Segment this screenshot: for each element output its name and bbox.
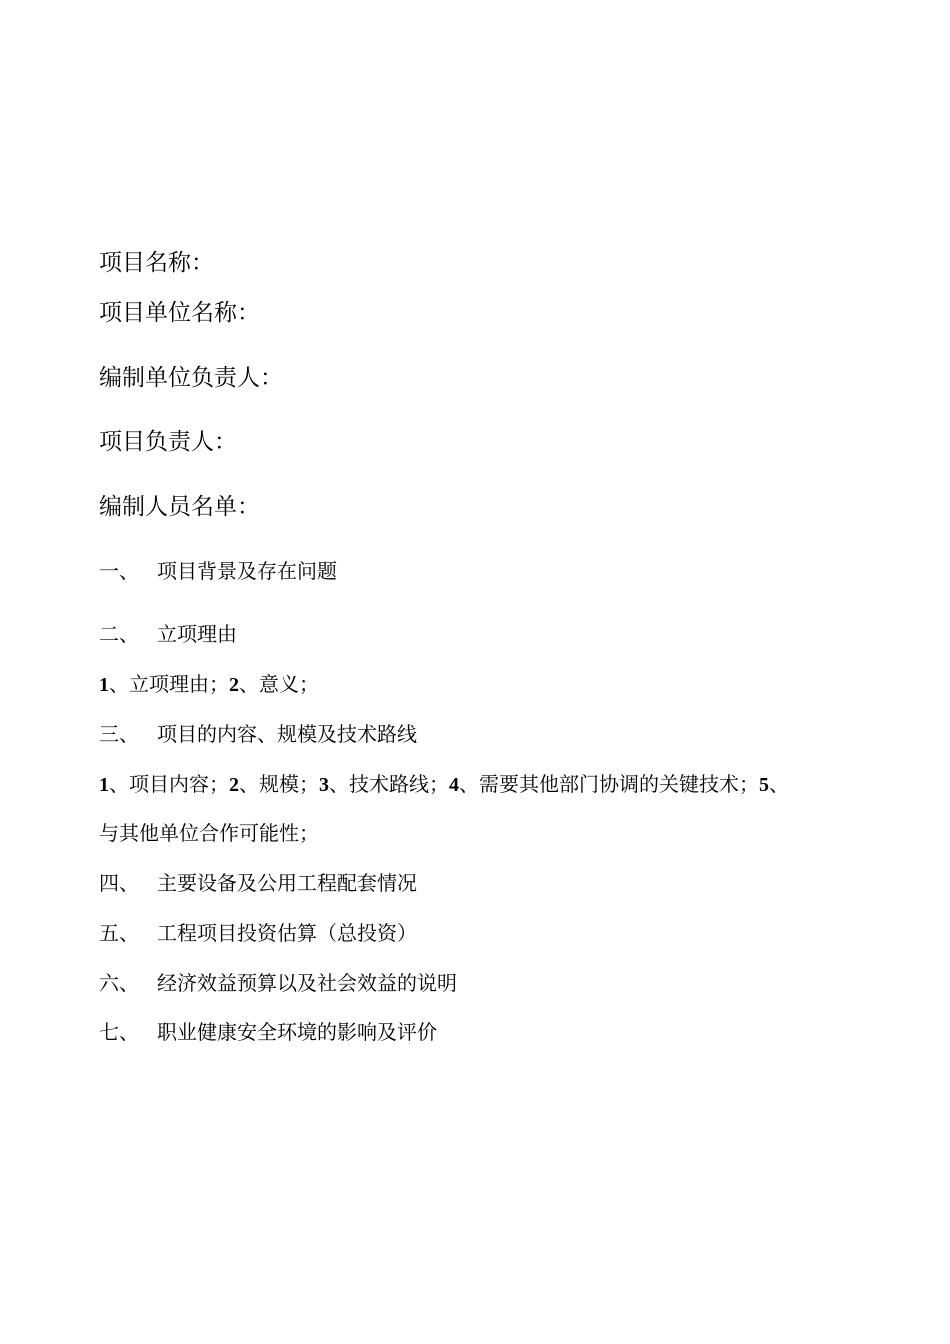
subitem-number: 3 <box>319 774 329 796</box>
section-title: 经济效益预算以及社会效益的说明 <box>157 971 457 995</box>
subitem-number: 1 <box>99 674 109 696</box>
section-7 <box>99 1018 437 1046</box>
subitem-text: 、立项理由； <box>109 672 229 696</box>
subitem-number: 4 <box>449 774 459 796</box>
section-title: 立项理由 <box>157 622 237 646</box>
section-2-subitems <box>99 670 319 699</box>
section-title: 项目背景及存在问题 <box>157 559 337 583</box>
subitem-number: 2 <box>229 674 239 696</box>
section-3-subitems-line1 <box>99 770 789 799</box>
subitem-text: 、 <box>769 772 789 796</box>
section-number: 五、 <box>99 921 139 945</box>
subitem-text: 、需要其他部门协调的关键技术； <box>459 772 759 796</box>
section-1 <box>99 557 337 585</box>
field-project-name: 项目名称： <box>99 250 214 276</box>
section-6 <box>99 969 457 997</box>
section-4 <box>99 869 417 897</box>
section-3 <box>99 720 417 748</box>
field-compile-unit-lead: 编制单位负责人： <box>99 365 283 391</box>
section-title: 项目的内容、规模及技术路线 <box>157 722 417 746</box>
field-project-unit: 项目单位名称： <box>99 300 260 326</box>
section-number: 一、 <box>99 559 139 583</box>
section-title: 主要设备及公用工程配套情况 <box>157 871 417 895</box>
subitem-text: 、意义； <box>239 672 319 696</box>
section-number: 二、 <box>99 622 139 646</box>
section-number: 六、 <box>99 971 139 995</box>
subitem-number: 1 <box>99 774 109 796</box>
section-title: 工程项目投资估算（总投资） <box>157 921 417 945</box>
section-5 <box>99 919 417 947</box>
section-2 <box>99 620 237 648</box>
field-project-lead: 项目负责人： <box>99 429 237 455</box>
field-compile-staff: 编制人员名单： <box>99 494 260 520</box>
section-number: 三、 <box>99 722 139 746</box>
section-title: 职业健康安全环境的影响及评价 <box>157 1020 437 1044</box>
subitem-number: 5 <box>759 774 769 796</box>
subitem-text: 、技术路线； <box>329 772 449 796</box>
section-number: 四、 <box>99 871 139 895</box>
subitem-text: 、规模； <box>239 772 319 796</box>
subitem-text: 、项目内容； <box>109 772 229 796</box>
subitem-number: 2 <box>229 774 239 796</box>
section-number: 七、 <box>99 1020 139 1044</box>
section-3-subitems-line2: 与其他单位合作可能性； <box>99 821 319 845</box>
